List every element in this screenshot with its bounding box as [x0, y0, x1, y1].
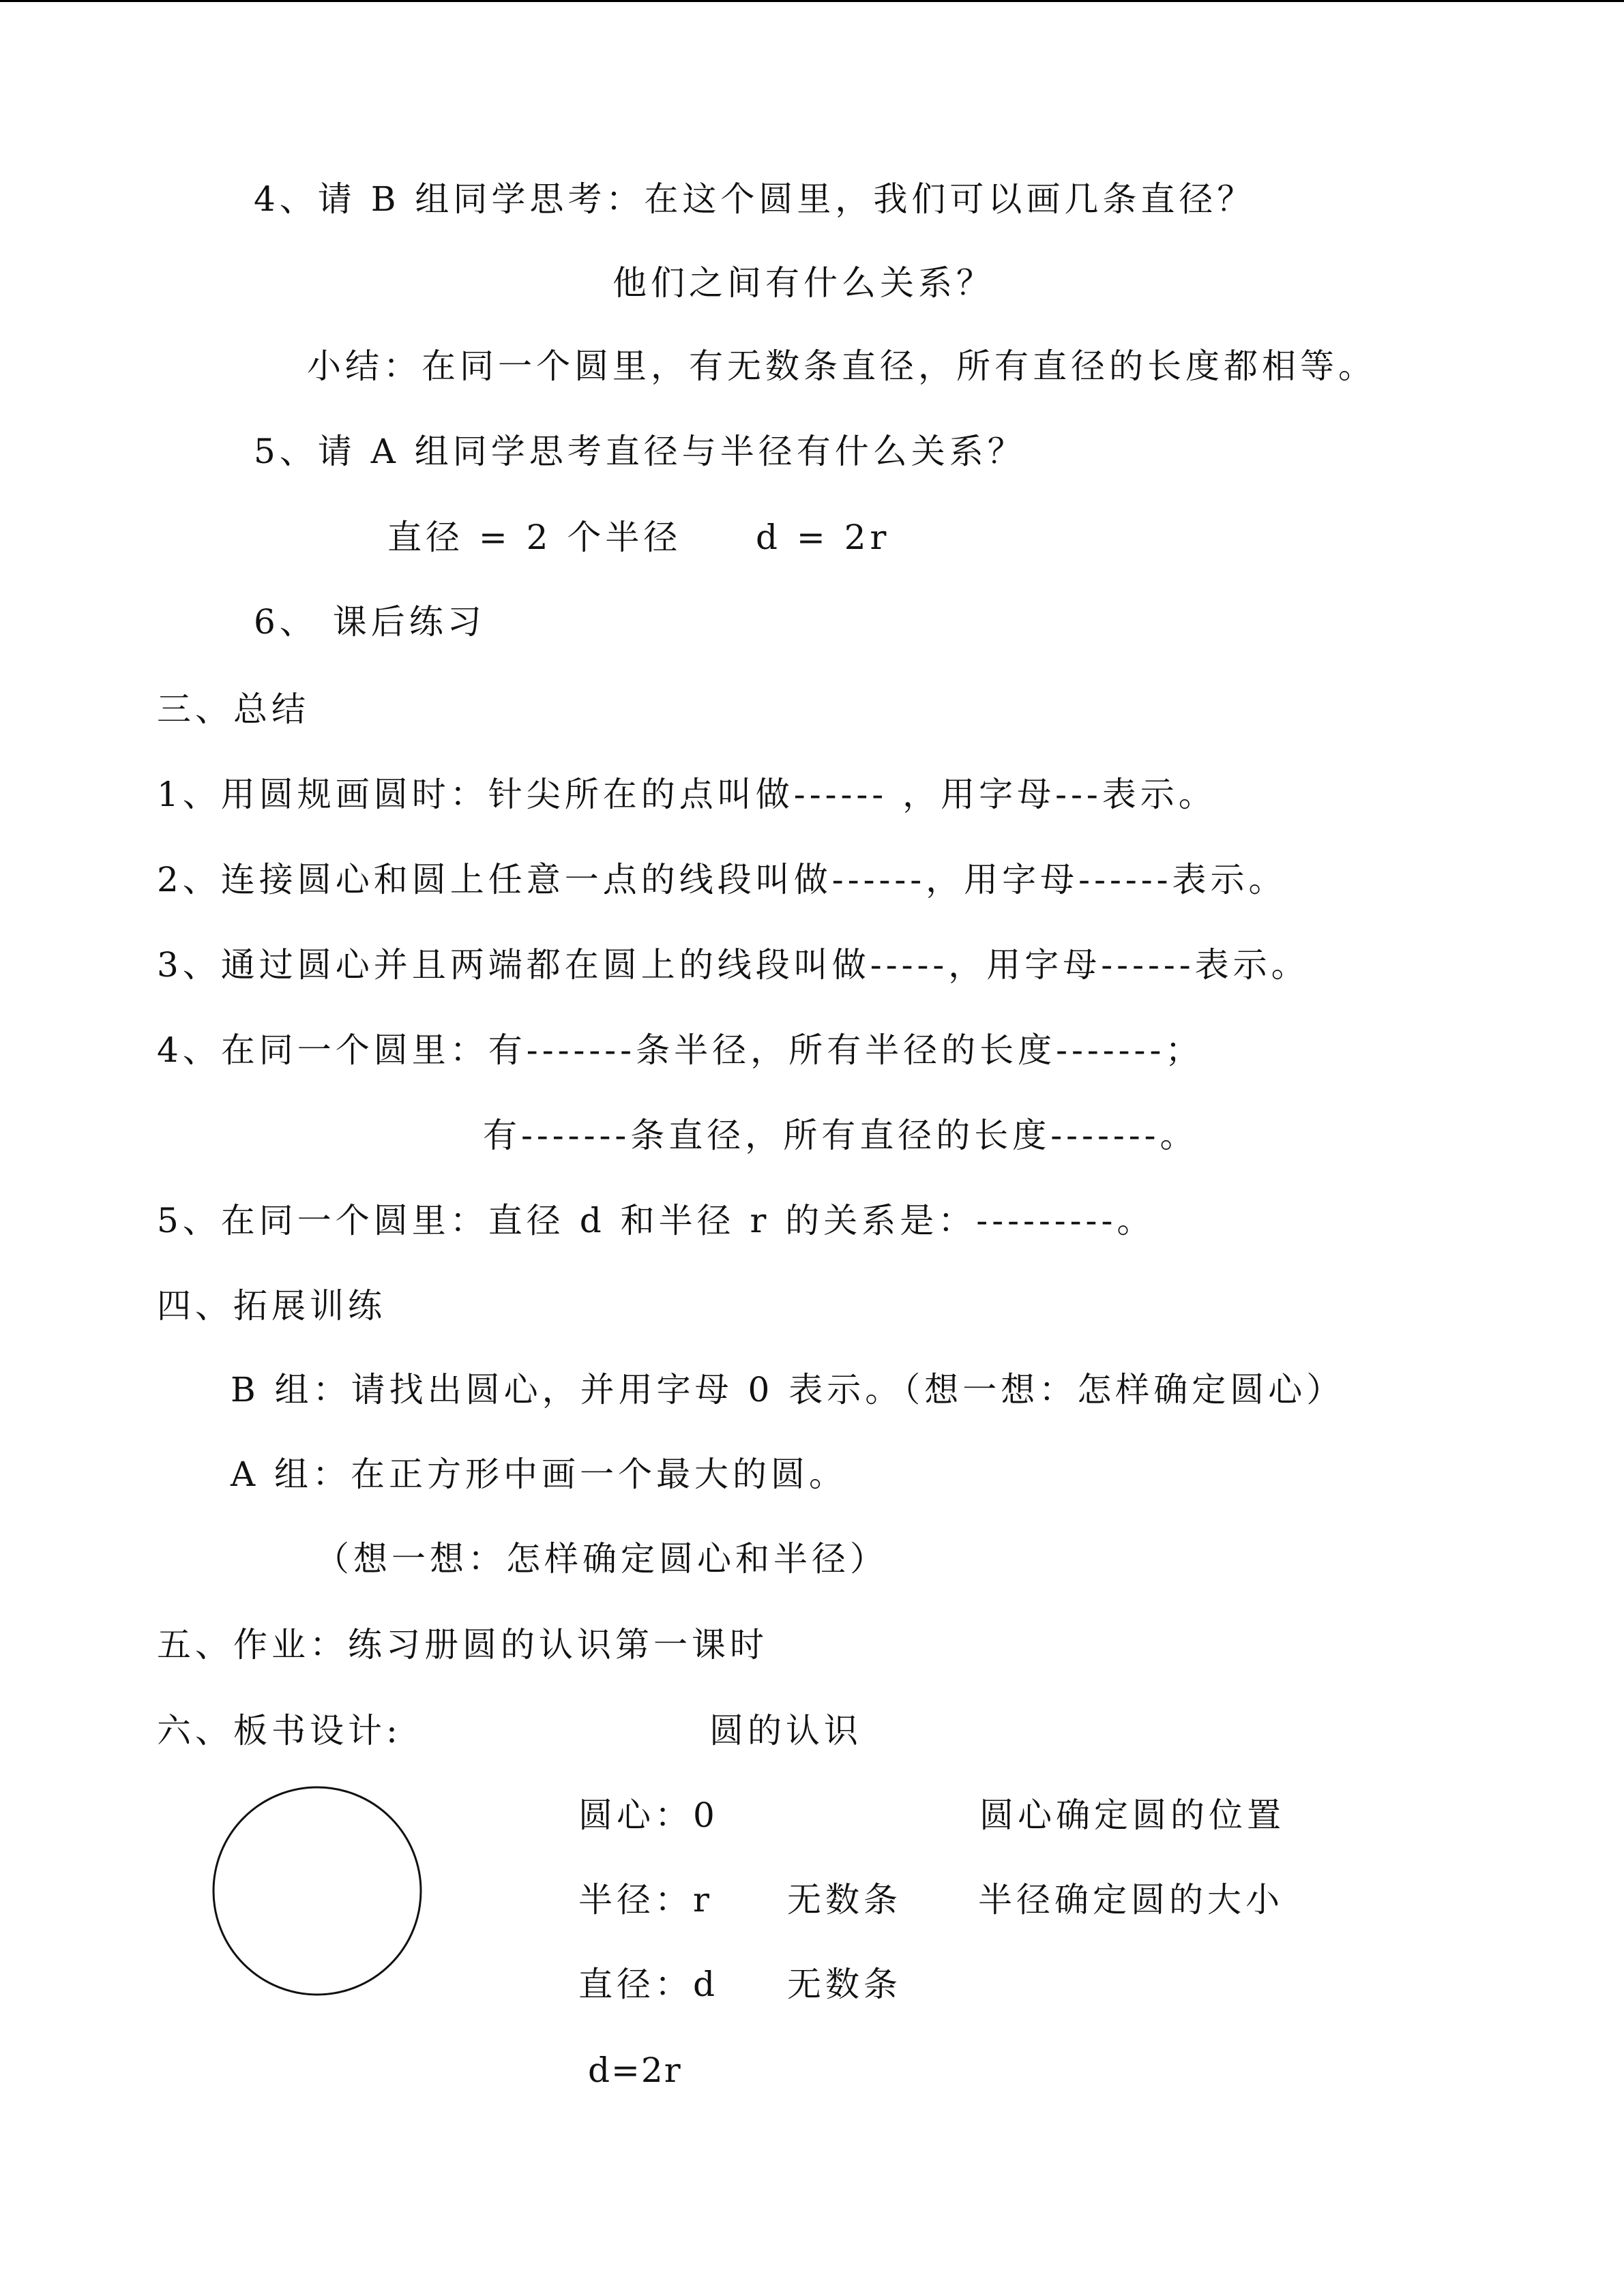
- board-row-diameter-term: 直径：d: [578, 1965, 720, 2004]
- section-5-heading: 五、作业：练习册圆的认识第一课时: [157, 1625, 768, 1665]
- board-circle-drawing: [211, 1785, 423, 1997]
- board-row-radius-term: 半径：r: [578, 1880, 713, 1920]
- summary-line: 小结：在同一个圆里，有无数条直径，所有直径的长度都相等。: [307, 346, 1376, 386]
- summary-item-2: 2、连接圆心和圆上任意一点的线段叫做------，用字母------表示。: [157, 860, 1287, 899]
- summary-item-5: 5、在同一个圆里：直径 d 和半径 r 的关系是：---------。: [157, 1201, 1155, 1240]
- section-6-heading: 六、板书设计:: [157, 1711, 402, 1750]
- question-6: 6、 课后练习: [254, 602, 486, 642]
- section-3-heading: 三、总结: [157, 689, 310, 729]
- summary-item-4-continued: 有-------条直径，所有直径的长度-------。: [483, 1116, 1198, 1155]
- question-4-line-1: 4、请 B 组同学思考：在这个圆里，我们可以画几条直径？: [254, 179, 1256, 219]
- a-group-hint: （想一想：怎样确定圆心和半径）: [315, 1539, 888, 1579]
- formula-symbols: d = 2r: [756, 518, 891, 557]
- board-row-radius-count: 无数条: [787, 1880, 902, 1920]
- board-row-diameter-count: 无数条: [787, 1965, 902, 2004]
- summary-item-4: 4、在同一个圆里：有-------条半径，所有半径的长度-------；: [157, 1030, 1204, 1070]
- section-4-heading: 四、拓展训练: [157, 1286, 386, 1326]
- board-row-center-term: 圆心：0: [578, 1795, 719, 1835]
- board-row-center-note: 圆心确定圆的位置: [979, 1795, 1285, 1835]
- board-title: 圆的认识: [709, 1711, 862, 1750]
- summary-item-1: 1、用圆规画圆时：针尖所在的点叫做------ ，用字母---表示。: [157, 775, 1217, 814]
- page-top-border: [0, 0, 1624, 2]
- question-5: 5、请 A 组同学思考直径与半径有什么关系？: [254, 432, 1026, 471]
- board-relation: d=2r: [588, 2051, 682, 2090]
- a-group-task: A 组：在正方形中画一个最大的圆。: [231, 1455, 848, 1494]
- summary-item-3: 3、通过圆心并且两端都在圆上的线段叫做-----，用字母------表示。: [157, 945, 1310, 985]
- b-group-task: B 组：请找出圆心，并用字母 0 表示。（想一想：怎样确定圆心）: [231, 1370, 1345, 1410]
- question-4-line-2: 他们之间有什么关系？: [612, 263, 994, 303]
- formula-words: 直径 = 2 个半径: [387, 518, 682, 557]
- board-row-radius-note: 半径确定圆的大小: [978, 1880, 1284, 1920]
